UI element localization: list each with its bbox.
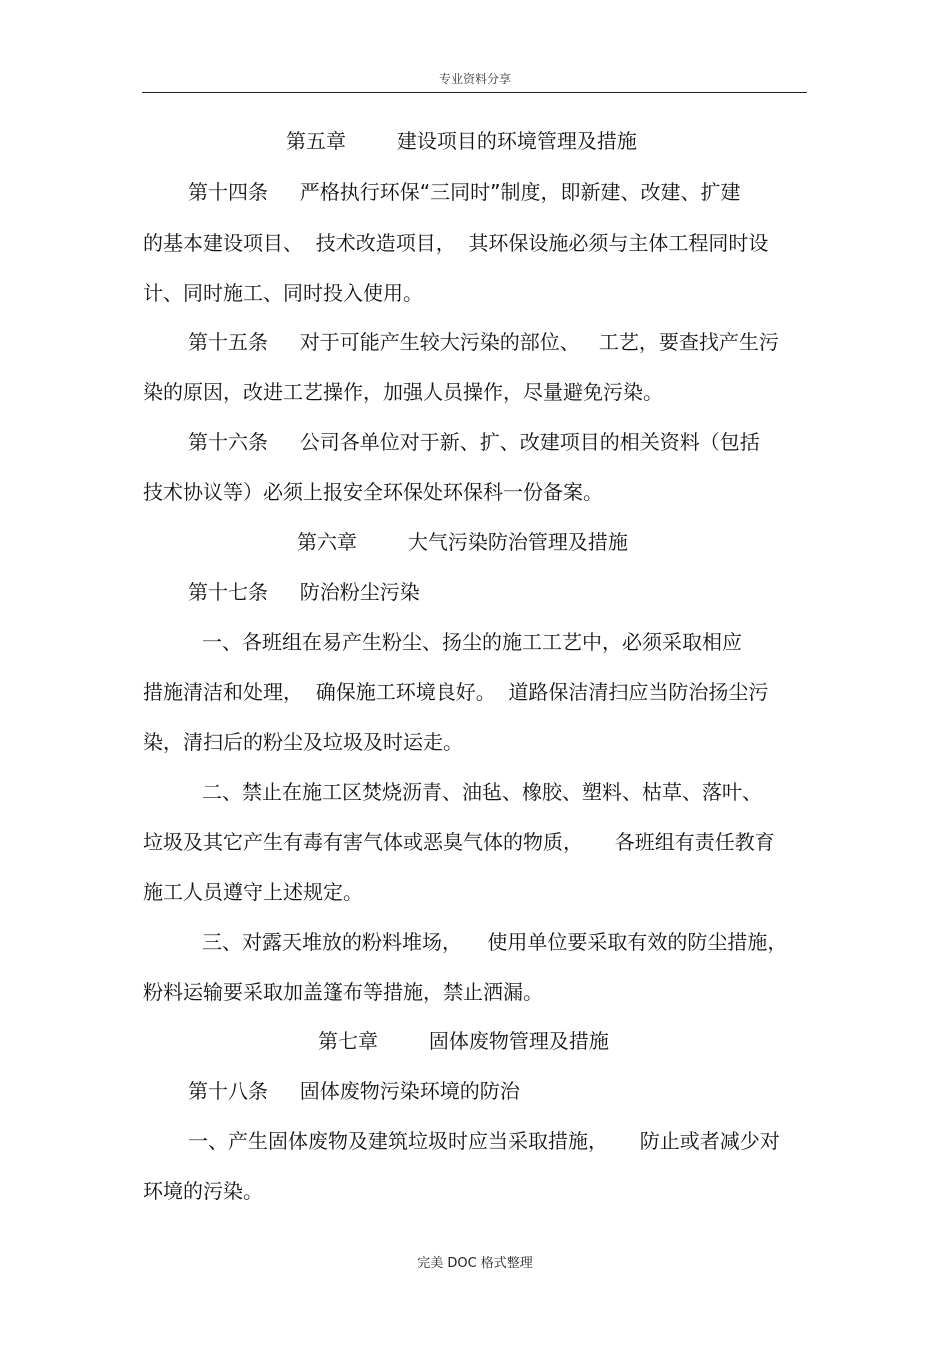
article-17-item-2-line-2: 垃圾及其它产生有毒有害气体或恶臭气体的物质， 各班组有责任教育	[143, 830, 775, 854]
article-17-item-3-line-1: 三、对露天堆放的粉料堆场， 使用单位要采取有效的防尘措施，	[202, 930, 788, 954]
article-18-item-1-line-1: 一、产生固体废物及建筑垃圾时应当采取措施， 防止或者减少对	[188, 1129, 780, 1153]
article-16-line-1: 第十六条 公司各单位对于新、扩、改建项目的相关资料（包括	[188, 430, 760, 454]
article-17-item-1-line-3: 染，清扫后的粉尘及垃圾及时运走。	[143, 730, 463, 754]
article-17-heading: 第十七条 防治粉尘污染	[188, 580, 420, 604]
chapter-7-title: 第七章 固体废物管理及措施	[318, 1029, 609, 1053]
article-17-item-2-line-3: 施工人员遵守上述规定。	[143, 880, 363, 904]
article-18-heading: 第十八条 固体废物污染环境的防治	[188, 1079, 520, 1103]
page-header: 专业资料分享	[438, 72, 511, 86]
header-divider	[142, 92, 807, 93]
article-16-line-2: 技术协议等）必须上报安全环保处环保科一份备案。	[143, 480, 603, 504]
article-14-line-1: 第十四条 严格执行环保“三同时”制度，即新建、改建、扩建	[188, 180, 741, 204]
article-15-line-1: 第十五条 对于可能产生较大污染的部位、 工艺，要查找产生污	[188, 330, 779, 354]
chapter-6-title: 第六章 大气污染防治管理及措施	[297, 530, 628, 554]
article-15-line-2: 染的原因，改进工艺操作，加强人员操作，尽量避免污染。	[143, 380, 663, 404]
page-footer: 完美 DOC 格式整理	[417, 1256, 533, 1271]
article-14-line-2: 的基本建设项目、 技术改造项目， 其环保设施必须与主体工程同时设	[143, 231, 769, 255]
article-14-line-3: 计、同时施工、同时投入使用。	[143, 281, 423, 305]
chapter-5-title: 第五章 建设项目的环境管理及措施	[286, 129, 637, 153]
article-17-item-3-line-2: 粉料运输要采取加盖篷布等措施，禁止洒漏。	[143, 980, 543, 1004]
article-17-item-1-line-1: 一、各班组在易产生粉尘、扬尘的施工工艺中，必须采取相应	[202, 630, 742, 654]
article-18-item-1-line-2: 环境的污染。	[143, 1179, 263, 1203]
article-17-item-2-line-1: 二、禁止在施工区焚烧沥青、油毡、橡胶、塑料、枯草、落叶、	[202, 780, 762, 804]
article-17-item-1-line-2: 措施清洁和处理， 确保施工环境良好。 道路保洁清扫应当防治扬尘污	[143, 680, 769, 704]
